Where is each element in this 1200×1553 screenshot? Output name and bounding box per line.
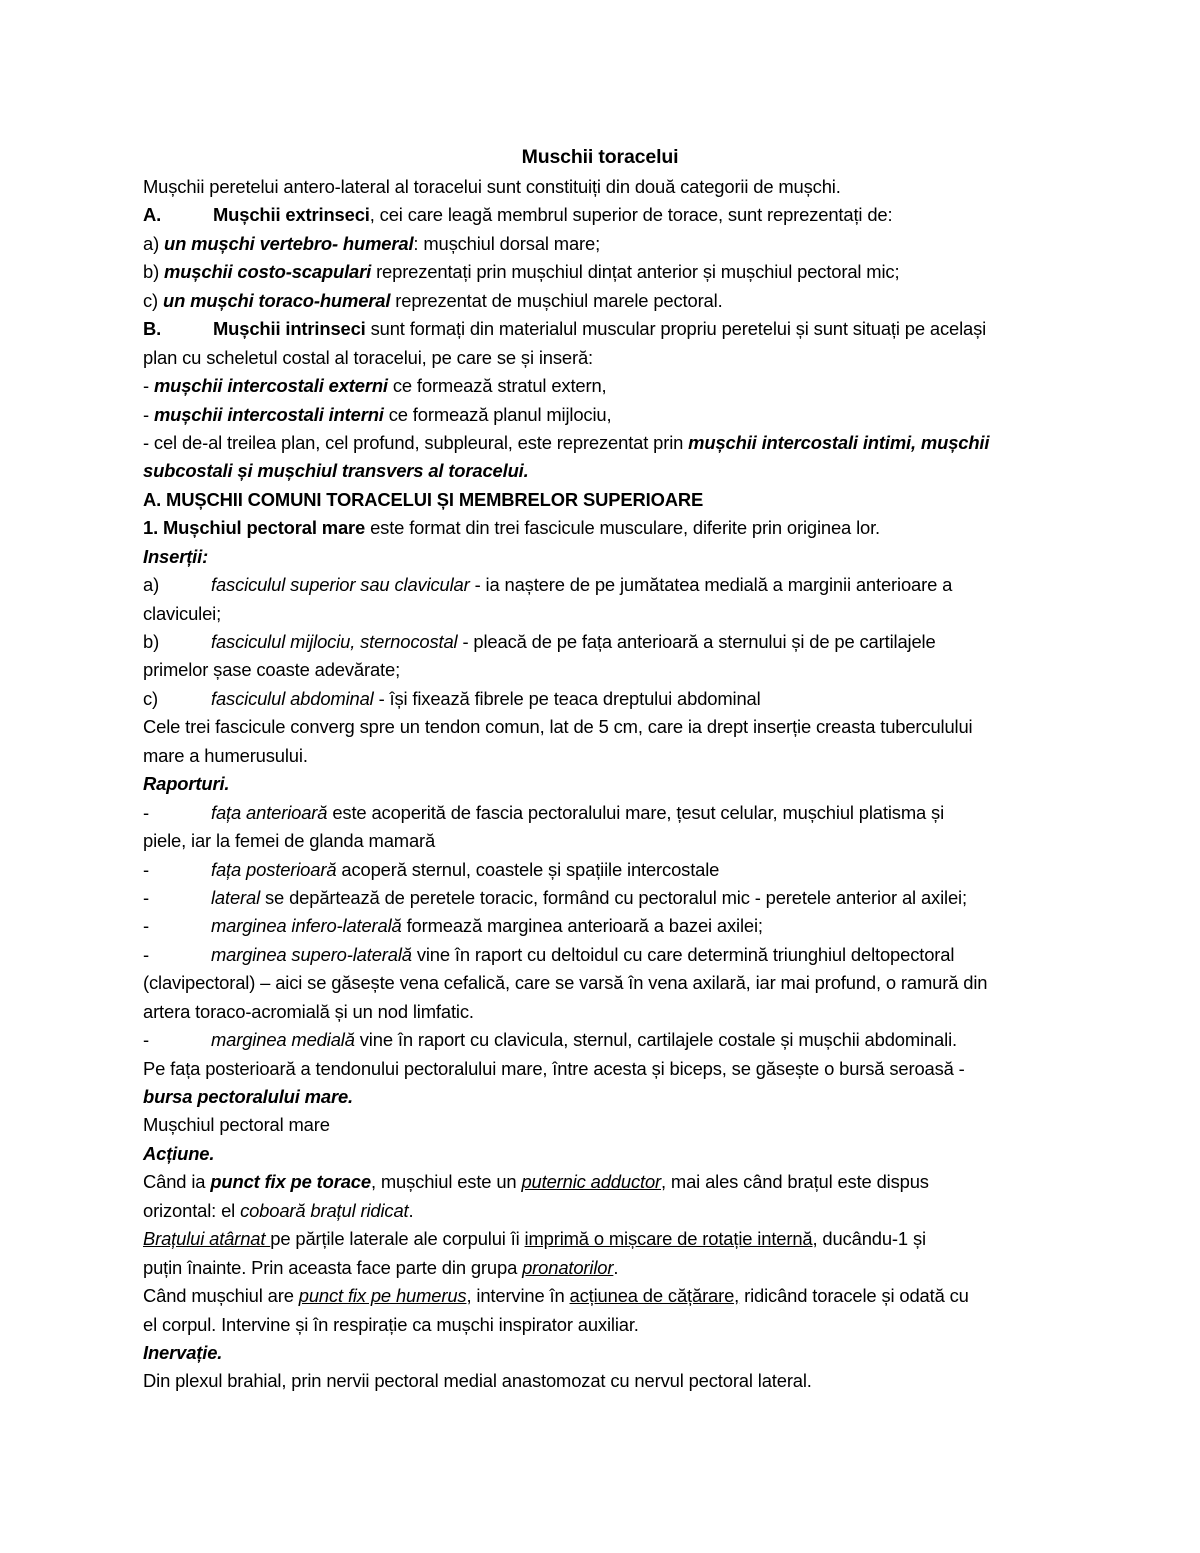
text-run: mare a humerusului. (143, 744, 308, 766)
text-run: vine în raport cu clavicula, sternul, cartilajele costale și mușchii abdominali. (354, 1029, 957, 1051)
text-run: puțin înainte. Prin aceasta face parte din grupa (143, 1256, 523, 1278)
text-line (143, 969, 1063, 997)
text-line (143, 457, 1063, 485)
text-run: marginea infero-laterală (211, 915, 402, 937)
text-run: - pleacă de pe fața anterioară a sternului și de pe cartilajele (457, 631, 936, 652)
text-run: sunt formați din materialul muscular propriu peretelui și sunt situați pe același (365, 318, 987, 340)
text-run: , mușchiul este un (370, 1171, 522, 1193)
text-run: Mușchii extrinseci (213, 204, 370, 226)
text-line (143, 713, 1063, 741)
text-line (143, 1225, 1063, 1253)
text-run: . (408, 1199, 414, 1221)
text-run: - (143, 801, 149, 823)
text-run: marginea medială (211, 1029, 355, 1051)
text-line (143, 1168, 1063, 1196)
text-run: plan cu scheletul costal al toracelui, pe care se și inseră: (143, 346, 593, 368)
text-run: bursa pectoralului mare. (143, 1086, 354, 1107)
document-body (143, 173, 1063, 1396)
text-run: acoperă sternul, coastele și spațiile intercostale (336, 858, 720, 880)
text-line (143, 401, 1063, 429)
text-line (143, 571, 1063, 599)
text-run: , intervine în (466, 1285, 570, 1307)
text-line (143, 1367, 1063, 1395)
text-run: c) (143, 289, 163, 311)
text-run: Inervație. (143, 1341, 223, 1363)
text-run: Cele trei fascicule converg spre un tendon comun, lat de 5 cm, care ia drept inserție creasta tuberculului (143, 716, 973, 738)
text-line (143, 1197, 1063, 1225)
text-run: Când ia (143, 1171, 211, 1193)
text-run: mușchii intercostali interni (153, 403, 384, 425)
text-line (143, 742, 1063, 770)
text-run: - (143, 886, 149, 908)
text-run: orizontal: el (143, 1199, 241, 1221)
text-run: A. MUȘCHII COMUNI TORACELUI ȘI MEMBRELOR SUPERIOARE (143, 488, 704, 510)
text-run: puternic adductor (521, 1171, 662, 1193)
text-run: . (613, 1256, 619, 1278)
text-line (143, 600, 1063, 628)
text-run: Mușchii peretelui antero-lateral al toracelui sunt constituiți din două categorii de mușchi. (143, 176, 841, 197)
text-run: lateral (211, 886, 261, 908)
text-run: B. (143, 318, 162, 340)
text-line (143, 344, 1063, 372)
text-run: c) (143, 687, 159, 709)
text-run: A. (143, 204, 162, 226)
document-title: Muschii toracelui (521, 146, 679, 168)
text-run: pe părțile laterale ale corpului îi (270, 1228, 525, 1250)
text-line (143, 1083, 1063, 1111)
text-run: punct fix pe humerus (298, 1285, 467, 1307)
text-run: piele, iar la femei de glanda mamară (143, 830, 436, 852)
text-line (143, 486, 1063, 514)
text-run: fața posterioară (211, 858, 337, 880)
text-run: primelor șase coaste adevărate; (143, 659, 401, 681)
text-line (143, 941, 1063, 969)
text-line (143, 884, 1063, 912)
text-run: : mușchiul dorsal mare; (413, 232, 601, 254)
text-line (143, 287, 1063, 315)
text-line (143, 628, 1063, 656)
text-run: reprezentați prin mușchiul dințat anterior și mușchiul pectoral mic; (371, 261, 900, 283)
text-line (143, 372, 1063, 400)
text-run: mușchii intercostali externi (153, 375, 388, 397)
text-line (143, 1055, 1063, 1083)
text-line (143, 1282, 1063, 1310)
text-run: - (143, 403, 154, 425)
text-run: un mușchi toraco-humeral (162, 289, 391, 311)
text-run: fața anterioară (211, 801, 328, 823)
text-line (143, 230, 1063, 258)
text-line (143, 1140, 1063, 1168)
text-line (143, 912, 1063, 940)
text-run: ce formează stratul extern, (387, 375, 607, 397)
text-run: este acoperită de fascia pectoralului mare, țesut celular, mușchiul platisma și (327, 801, 945, 823)
text-run: ce formează planul mijlociu, (383, 403, 612, 425)
text-run: - (143, 375, 154, 397)
text-run: mușchii costo-scapulari (164, 261, 372, 283)
text-line (143, 173, 1063, 201)
text-run: vine în raport cu deltoidul cu care determină triunghiul deltopectoral (411, 943, 955, 965)
text-line (143, 1111, 1063, 1139)
text-run: , mai ales când brațul este dispus (661, 1171, 929, 1193)
text-run: mușchii intercostali intimi, mușchii (688, 431, 990, 453)
text-run: pronatorilor (522, 1256, 614, 1278)
text-run: b) (143, 631, 160, 652)
text-run: un mușchi vertebro- humeral (164, 232, 414, 254)
text-line (143, 799, 1063, 827)
text-run: Când mușchiul are (143, 1285, 299, 1307)
text-run: fasciculul abdominal (211, 687, 374, 709)
text-run: acțiunea de cățărare, (569, 1285, 740, 1307)
text-run: Din plexul brahial, prin nervii pectoral medial anastomozat cu nervul pectoral lateral. (143, 1370, 812, 1392)
text-line (143, 429, 1063, 457)
text-run: claviculei; (143, 602, 222, 624)
text-line (143, 1339, 1063, 1367)
text-run: - (143, 943, 149, 965)
text-line (143, 258, 1063, 286)
text-run: Mușchiul pectoral mare (143, 1114, 330, 1136)
text-run: coboară brațul ridicat (240, 1199, 409, 1221)
text-run: fasciculul superior sau clavicular (211, 574, 470, 596)
text-run: ridicând toracele și odată cu (739, 1285, 969, 1307)
text-line (143, 514, 1063, 542)
text-line (143, 827, 1063, 855)
text-run: (clavipectoral) – aici se găsește vena cefalică, care se varsă în vena axilară, iar mai profund, o ramură din (143, 972, 988, 994)
text-run: subcostali și mușchiul transvers al toracelui. (143, 460, 529, 482)
text-line (143, 856, 1063, 884)
text-line (143, 656, 1063, 684)
text-run: formează marginea anterioară a bazei axilei; (401, 915, 763, 937)
text-run: Mușchii intrinseci (213, 318, 366, 340)
text-run: 1. Mușchiul pectoral mare (143, 517, 366, 539)
text-run: Pe fața posterioară a tendonului pectoralului mare, între acesta și biceps, se găsește o bursă seroasă - (143, 1057, 965, 1079)
text-line (143, 685, 1063, 713)
text-run: Acțiune. (143, 1142, 215, 1164)
text-run: - ia naștere de pe jumătatea medială a marginii anterioare a (469, 574, 953, 596)
text-run: punct fix pe torace (210, 1171, 371, 1193)
text-run: imprimă o mișcare de rotație internă (524, 1228, 813, 1250)
text-run: - își fixează fibrele pe teaca dreptului abdominal (373, 687, 761, 709)
text-run: , ducându-1 și (812, 1228, 926, 1250)
text-run: b) (143, 261, 165, 283)
text-run: este format din trei fascicule musculare, diferite prin originea lor. (365, 517, 881, 539)
text-line (143, 998, 1063, 1026)
text-run: Raporturi. (143, 773, 230, 795)
text-line (143, 1311, 1063, 1339)
text-run: fasciculul mijlociu, sternocostal (211, 631, 458, 652)
text-run: a) (143, 574, 160, 596)
text-run: - cel de-al treilea plan, cel profund, subpleural, este reprezentat prin (143, 431, 689, 453)
text-run: se depărtează de peretele toracic, formând cu pectoralul mic - peretele anterior al axilei; (260, 886, 967, 908)
text-run: - (143, 1029, 149, 1051)
text-line (143, 1254, 1063, 1282)
text-run: - (143, 915, 149, 937)
text-run: el corpul. Intervine și în respirație ca mușchi inspirator auxiliar. (143, 1313, 639, 1335)
text-line (143, 1026, 1063, 1054)
text-run: a) (143, 232, 165, 254)
text-line (143, 201, 1063, 229)
text-line (143, 770, 1063, 798)
text-run: marginea supero-laterală (211, 943, 412, 965)
text-line (143, 315, 1063, 343)
text-run: Inserții: (143, 545, 209, 567)
text-run: reprezentat de mușchiul marele pectoral. (390, 289, 723, 311)
text-line (143, 543, 1063, 571)
text-run: artera toraco-acromială și un nod limfatic. (143, 1000, 474, 1022)
text-run: Brațului atârnat (143, 1228, 271, 1250)
text-run: - (143, 858, 149, 880)
text-run: , cei care leagă membrul superior de torace, sunt reprezentați de: (369, 204, 893, 226)
